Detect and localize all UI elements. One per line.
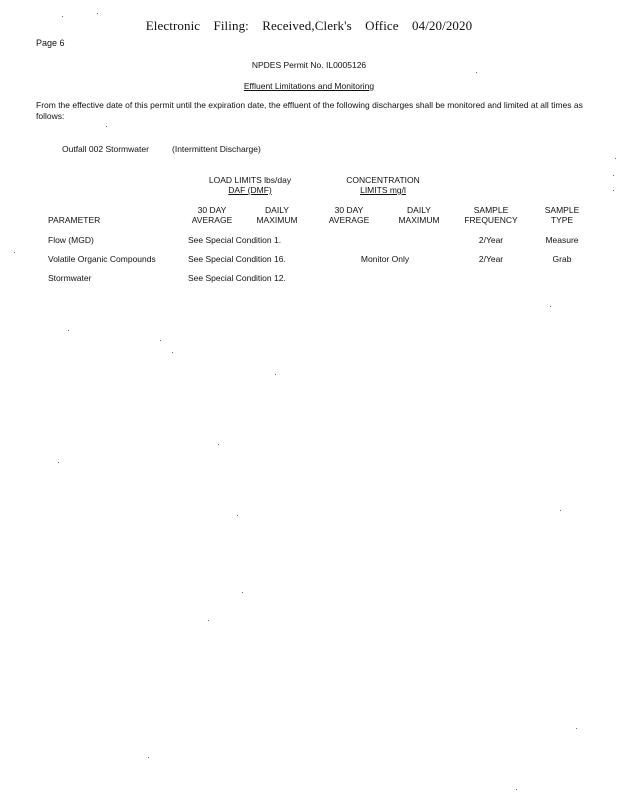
column-header-sample-frequency <box>455 205 527 225</box>
column-header-sample-type <box>530 205 594 225</box>
row-flow-load-note: See Special Condition 1. <box>188 235 282 245</box>
scan-speck <box>613 175 614 176</box>
page-label: Page 6 <box>36 38 65 48</box>
header-line: SAMPLE <box>544 205 580 215</box>
row-voc-sample-type: Grab <box>552 254 572 264</box>
scan-speck <box>476 72 477 73</box>
header-line: DAILY <box>407 205 431 215</box>
header-line: MAXIMUM <box>398 215 440 225</box>
load-limits-header <box>195 175 305 195</box>
scan-speck <box>106 126 107 127</box>
header-line: DAILY <box>265 205 289 215</box>
concentration-limits-subtitle: LIMITS mg/l <box>360 185 406 195</box>
header-line: AVERAGE <box>328 215 370 225</box>
scan-speck <box>613 190 614 191</box>
electronic-filing-header: Electronic Filing: Received,Clerk's Office 04/20/2020 <box>145 18 473 33</box>
row-flow-frequency: 2/Year <box>478 235 504 245</box>
row-stormwater-load-note: See Special Condition 12. <box>188 273 286 283</box>
scan-speck <box>208 620 209 621</box>
scan-speck <box>275 374 276 375</box>
row-voc-parameter: Volatile Organic Compounds <box>48 254 156 264</box>
header-line: 30 DAY <box>334 205 364 215</box>
row-flow-parameter: Flow (MGD) <box>48 235 94 245</box>
row-voc-conc-note: Monitor Only <box>360 254 410 264</box>
column-header-load-daily <box>245 205 309 225</box>
row-flow-sample-type: Measure <box>545 235 579 245</box>
row-stormwater-parameter: Stormwater <box>48 273 92 283</box>
scan-speck <box>68 330 69 331</box>
concentration-limits-title: CONCENTRATION <box>346 175 420 185</box>
header-line: SAMPLE <box>473 205 509 215</box>
header-line: FREQUENCY <box>464 215 518 225</box>
header-line: TYPE <box>550 215 574 225</box>
scan-speck <box>237 515 238 516</box>
column-header-load-30-day <box>180 205 244 225</box>
column-header-conc-daily <box>387 205 451 225</box>
scan-speck <box>62 16 63 17</box>
scan-speck <box>516 789 517 790</box>
scan-speck <box>576 728 577 729</box>
scan-speck <box>550 306 551 307</box>
outfall-name: Outfall 002 Stormwater <box>62 144 149 154</box>
concentration-limits-header <box>330 175 436 195</box>
scan-speck <box>172 352 173 353</box>
header-line: MAXIMUM <box>256 215 298 225</box>
scan-speck <box>560 510 561 511</box>
intro-paragraph: From the effective date of this permit until the expiration date, the effluent of the following discharges shall be monitored and limited at all times as follows: <box>36 100 583 121</box>
scan-speck <box>615 158 616 159</box>
column-header-conc-30-day <box>317 205 381 225</box>
permit-number: NPDES Permit No. IL0005126 <box>251 60 367 70</box>
load-limits-subtitle: DAF (DMF) <box>228 185 272 195</box>
scan-speck <box>14 252 15 253</box>
outfall-discharge-type: (Intermittent Discharge) <box>172 144 261 154</box>
scan-speck <box>148 757 149 758</box>
scan-speck <box>58 462 59 463</box>
header-line: AVERAGE <box>191 215 233 225</box>
row-voc-frequency: 2/Year <box>478 254 504 264</box>
scan-speck <box>160 340 161 341</box>
row-voc-load-note: See Special Condition 16. <box>188 254 286 264</box>
column-header-parameter: PARAMETER <box>48 215 101 225</box>
scan-speck <box>97 13 98 14</box>
scan-speck <box>218 444 219 445</box>
header-line: 30 DAY <box>197 205 227 215</box>
section-title: Effluent Limitations and Monitoring <box>243 81 375 91</box>
scan-speck <box>242 592 243 593</box>
load-limits-title: LOAD LIMITS lbs/day <box>208 175 292 185</box>
